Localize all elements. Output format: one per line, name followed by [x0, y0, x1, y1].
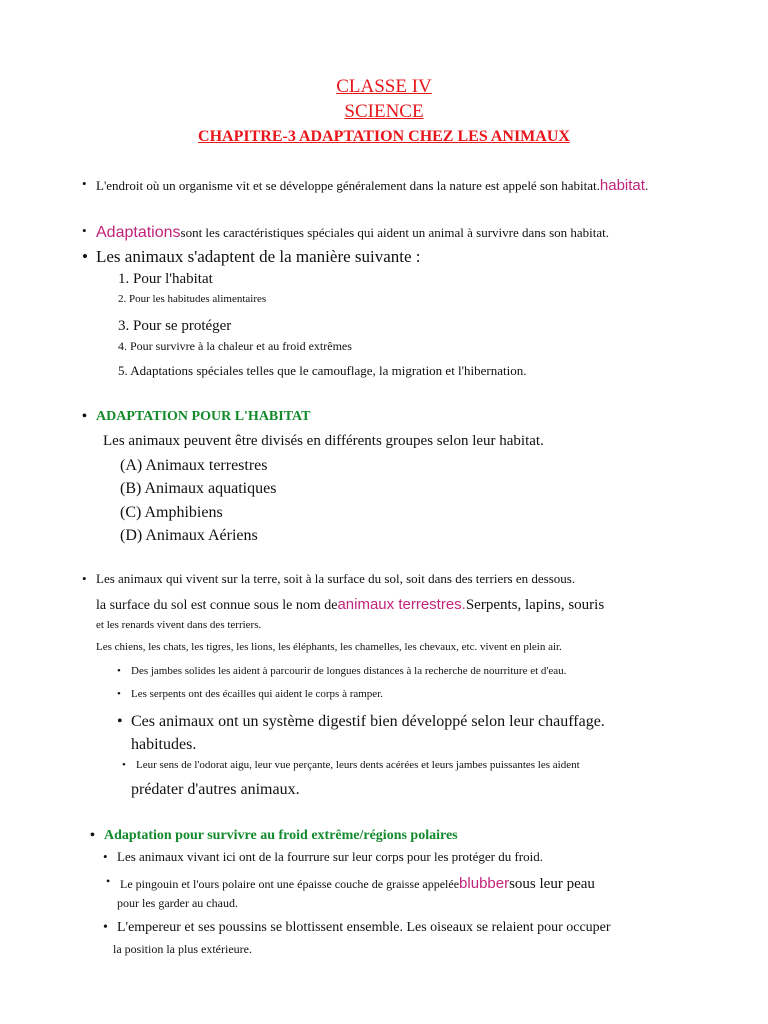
ways-item: 5. Adaptations spéciales telles que le camouflage, la migration et l'hibernation. [118, 363, 527, 378]
terrestrial-point: • Ces animaux ont un système digestif bien développé selon leur chauffage. [131, 713, 605, 731]
habitat-group: (B) Animaux aquatiques [120, 480, 277, 497]
habitat-definition: • L'endroit où un organisme vit et se développe généralement dans la nature est appelé son habitat.habitat. [96, 177, 648, 194]
ways-item: 1. Pour l'habitat [118, 271, 213, 287]
habitat-group: (C) Amphibiens [120, 504, 223, 521]
terrestrial-line: Les chiens, les chats, les tigres, les lions, les éléphants, les chamelles, les chevaux, etc. vivent en plein air. [96, 641, 562, 653]
ways-item: 4. Pour survivre à la chaleur et au froid extrêmes [118, 339, 352, 353]
blubber-term: blubber [459, 875, 510, 892]
habitat-heading: • ADAPTATION POUR L'HABITAT [96, 409, 310, 425]
adaptations-definition: • Adaptationssont les caractéristiques spéciales qui aident un animal à survivre dans son habitat. [96, 224, 609, 242]
habitat-group: (A) Animaux terrestres [120, 457, 268, 474]
terrestrial-point-cont: habitudes. [131, 736, 197, 753]
terrestrial-point: • Les serpents ont des écailles qui aident le corps à ramper. [131, 688, 383, 701]
terrestrial-point: • Leur sens de l'odorat aigu, leur vue perçante, leurs dents acérées et leurs jambes puissantes les aident [136, 759, 580, 772]
terrestrial-term: animaux terrestres. [337, 596, 466, 613]
adaptations-term: Adaptations [96, 224, 181, 241]
ways-item: 2. Pour les habitudes alimentaires [118, 293, 267, 305]
terrestrial-line: la surface du sol est connue sous le nom deanimaux terrestres.Serpents, lapins, souris [96, 596, 605, 613]
terrestrial-point: • Des jambes solides les aident à parcourir de longues distances à la recherche de nourriture et d'eau. [131, 665, 566, 678]
cold-point-cont: pour les garder au chaud. [117, 896, 238, 910]
terrestrial-line: • Les animaux qui vivent sur la terre, soit à la surface du sol, soit dans des terriers en dessous. [96, 572, 575, 587]
ways-item: 3. Pour se protéger [118, 318, 232, 334]
cold-point: • Les animaux vivant ici ont de la fourrure sur leur corps pour les protéger du froid. [117, 850, 543, 865]
terrestrial-point-cont: prédater d'autres animaux. [131, 781, 300, 798]
habitat-term: habitat [599, 177, 645, 194]
habitat-intro: Les animaux peuvent être divisés en différents groupes selon leur habitat. [103, 433, 544, 449]
cold-heading: • Adaptation pour survivre au froid extrême/régions polaires [104, 828, 458, 844]
cold-point-cont: la position la plus extérieure. [113, 942, 252, 956]
chapter-title: CHAPITRE-3 ADAPTATION CHEZ LES ANIMAUX [198, 128, 570, 145]
class-title: CLASSE IV [336, 76, 432, 97]
cold-point: • Le pingouin et l'ours polaire ont une épaisse couche de graisse appeléeblubbersous leur peau [120, 875, 595, 893]
subject-title: SCIENCE [344, 101, 424, 122]
habitat-group: (D) Animaux Aériens [120, 527, 258, 544]
cold-point: • L'empereur et ses poussins se blottissent ensemble. Les oiseaux se relaient pour occuper [117, 920, 611, 936]
terrestrial-line: et les renards vivent dans des terriers. [96, 619, 262, 631]
ways-intro: • Les animaux s'adaptent de la manière suivante : [96, 247, 421, 267]
